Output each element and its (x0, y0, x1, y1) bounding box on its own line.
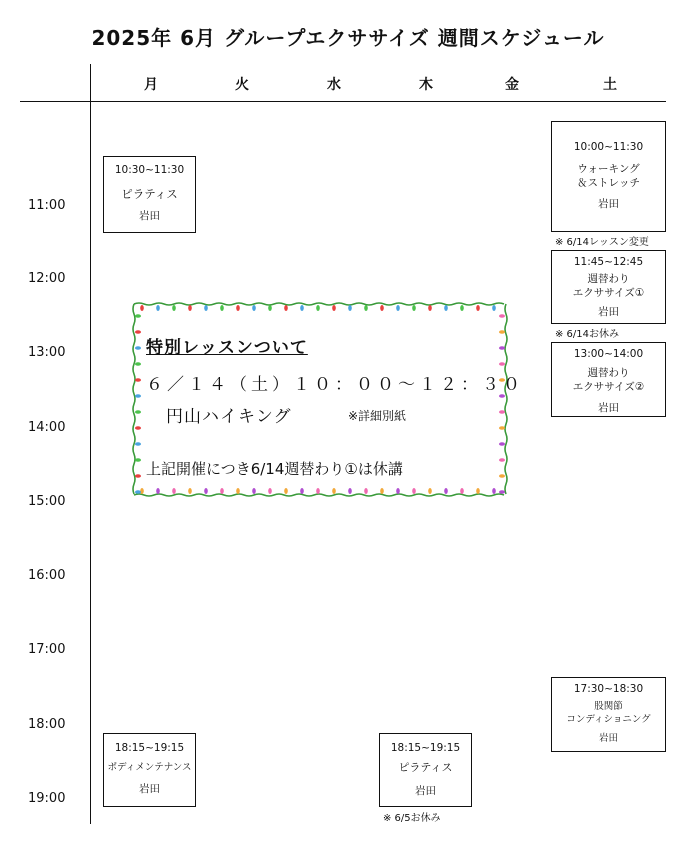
light-bulb-icon (476, 305, 480, 311)
light-bulb-icon (396, 488, 400, 494)
light-bulb-icon (204, 488, 208, 494)
day-header-tue: 火 (235, 77, 249, 93)
light-bulb-icon (412, 488, 416, 494)
light-bulb-icon (135, 314, 141, 318)
light-bulb-icon (499, 474, 505, 478)
light-bulb-icon (135, 474, 141, 478)
light-bulb-icon (188, 305, 192, 311)
page-title: 2025年 6月 グループエクササイズ 週間スケジュール (91, 26, 605, 50)
class-name: ボディメンテナンス (107, 762, 192, 774)
light-bulb-icon (172, 305, 176, 311)
light-bulb-icon (135, 442, 141, 446)
garland-wire (133, 304, 135, 494)
special-reference: ※詳細別紙 (348, 409, 407, 423)
light-bulb-icon (220, 488, 224, 494)
light-bulb-icon (476, 488, 480, 494)
light-bulb-icon (460, 488, 464, 494)
light-bulb-icon (268, 488, 272, 494)
light-bulb-icon (316, 305, 320, 311)
light-bulb-icon (460, 305, 464, 311)
class-card-sat-hip[interactable] (551, 677, 666, 752)
light-bulb-icon (252, 488, 256, 494)
light-bulb-icon (188, 488, 192, 494)
light-bulb-icon (364, 305, 368, 311)
light-bulb-icon (499, 346, 505, 350)
class-time: 17:30~18:30 (573, 683, 644, 695)
light-bulb-icon (220, 305, 224, 311)
class-card-mon-pilates[interactable] (103, 156, 196, 233)
special-heading: 特別レッスンついて (146, 338, 308, 358)
light-bulb-icon (499, 362, 505, 366)
light-bulb-icon (444, 488, 448, 494)
light-bulb-icon (135, 330, 141, 334)
class-instructor: 岩田 (139, 782, 160, 795)
class-instructor: 岩田 (598, 401, 619, 414)
class-time: 11:45~12:45 (573, 256, 644, 268)
light-bulb-icon (499, 330, 505, 334)
time-label: 17:00 (28, 642, 66, 657)
light-bulb-icon (492, 305, 496, 311)
garland-wire (505, 304, 507, 494)
class-instructor: 岩田 (598, 305, 619, 318)
class-name-line2: コンディショニング (566, 713, 651, 725)
light-bulb-icon (364, 488, 368, 494)
class-instructor: 岩田 (598, 732, 618, 744)
light-bulb-icon (499, 458, 505, 462)
light-bulb-icon (135, 346, 141, 350)
light-bulb-icon (135, 490, 141, 494)
light-bulb-icon (332, 305, 336, 311)
light-bulb-icon (140, 305, 144, 311)
light-bulb-icon (284, 488, 288, 494)
class-name-line2: エクササイズ① (572, 287, 645, 300)
time-label: 11:00 (28, 198, 66, 213)
light-bulb-icon (135, 362, 141, 366)
light-bulb-icon (236, 488, 240, 494)
light-bulb-icon (316, 488, 320, 494)
light-bulb-icon (499, 426, 505, 430)
class-name-line1: ウォーキング (577, 163, 640, 176)
time-label: 16:00 (28, 568, 66, 583)
class-instructor: 岩田 (598, 197, 619, 210)
class-instructor: 岩田 (415, 785, 436, 798)
class-card-sat-weekly1[interactable] (551, 250, 666, 324)
time-label: 13:00 (28, 345, 66, 360)
class-note: ※ 6/14レッスン変更 (555, 237, 649, 248)
light-bulb-icon (172, 488, 176, 494)
light-bulb-icon (499, 442, 505, 446)
class-note: ※ 6/14お休み (555, 329, 620, 340)
class-card-mon-body[interactable] (103, 733, 196, 807)
class-card-sat-walking[interactable] (551, 121, 666, 232)
header-divider (20, 101, 666, 102)
special-cancel-note: 上記開催につき6/14週替わり①は休講 (146, 460, 403, 478)
light-bulb-icon (428, 488, 432, 494)
light-bulb-icon (332, 488, 336, 494)
time-label: 19:00 (28, 791, 66, 806)
light-bulb-icon (204, 305, 208, 311)
light-bulb-icon (135, 426, 141, 430)
light-bulb-icon (499, 410, 505, 414)
light-bulb-icon (236, 305, 240, 311)
day-header-fri: 金 (505, 77, 519, 93)
light-bulb-icon (135, 410, 141, 414)
light-bulb-icon (444, 305, 448, 311)
class-name-line1: 週替わり (587, 273, 630, 286)
special-place: 円山ハイキング (166, 407, 292, 427)
light-bulb-icon (135, 394, 141, 398)
class-card-thu-pilates[interactable] (379, 733, 472, 807)
day-header-wed: 水 (327, 77, 341, 93)
garland-wire (134, 303, 504, 305)
special-lesson-notice (128, 298, 524, 501)
light-bulb-icon (135, 458, 141, 462)
light-bulb-icon (348, 488, 352, 494)
light-bulb-icon (156, 488, 160, 494)
class-name-line1: 週替わり (587, 367, 630, 380)
light-bulb-icon (499, 490, 505, 494)
class-note: ※ 6/5お休み (383, 813, 441, 824)
light-bulb-icon (380, 305, 384, 311)
time-label: 12:00 (28, 271, 66, 286)
class-name-line2: ＆ストレッチ (577, 177, 640, 190)
light-bulb-icon (135, 378, 141, 382)
light-bulb-icon (396, 305, 400, 311)
class-time: 10:00~11:30 (573, 141, 644, 153)
class-time: 18:15~19:15 (390, 742, 461, 754)
light-bulb-icon (268, 305, 272, 311)
light-bulb-icon (412, 305, 416, 311)
class-time: 10:30~11:30 (114, 164, 185, 176)
special-date: ６／１４（土）１０：００～１２：３０ (146, 375, 524, 395)
class-name-line1: 股関節 (594, 701, 623, 713)
time-label: 14:00 (28, 420, 66, 435)
light-bulb-icon (492, 488, 496, 494)
day-header-mon: 月 (144, 77, 158, 93)
light-bulb-icon (300, 305, 304, 311)
light-bulb-icon (252, 305, 256, 311)
time-label: 18:00 (28, 717, 66, 732)
class-time: 18:15~19:15 (114, 742, 185, 754)
time-axis-line (90, 64, 91, 824)
class-name: ピラティス (121, 187, 178, 202)
light-bulb-icon (348, 305, 352, 311)
light-bulb-icon (156, 305, 160, 311)
day-header-sat: 土 (603, 77, 617, 93)
time-label: 15:00 (28, 494, 66, 509)
light-bulb-icon (380, 488, 384, 494)
class-card-sat-weekly2[interactable] (551, 342, 666, 417)
light-bulb-icon (300, 488, 304, 494)
garland-wire (134, 494, 504, 496)
light-bulb-icon (284, 305, 288, 311)
light-bulb-icon (140, 488, 144, 494)
day-header-thu: 木 (419, 77, 433, 93)
light-bulb-icon (428, 305, 432, 311)
class-instructor: 岩田 (139, 209, 160, 222)
class-time: 13:00~14:00 (573, 348, 644, 360)
light-bulb-icon (499, 314, 505, 318)
class-name-line2: エクササイズ② (572, 381, 645, 394)
class-name: ピラティス (398, 761, 453, 775)
